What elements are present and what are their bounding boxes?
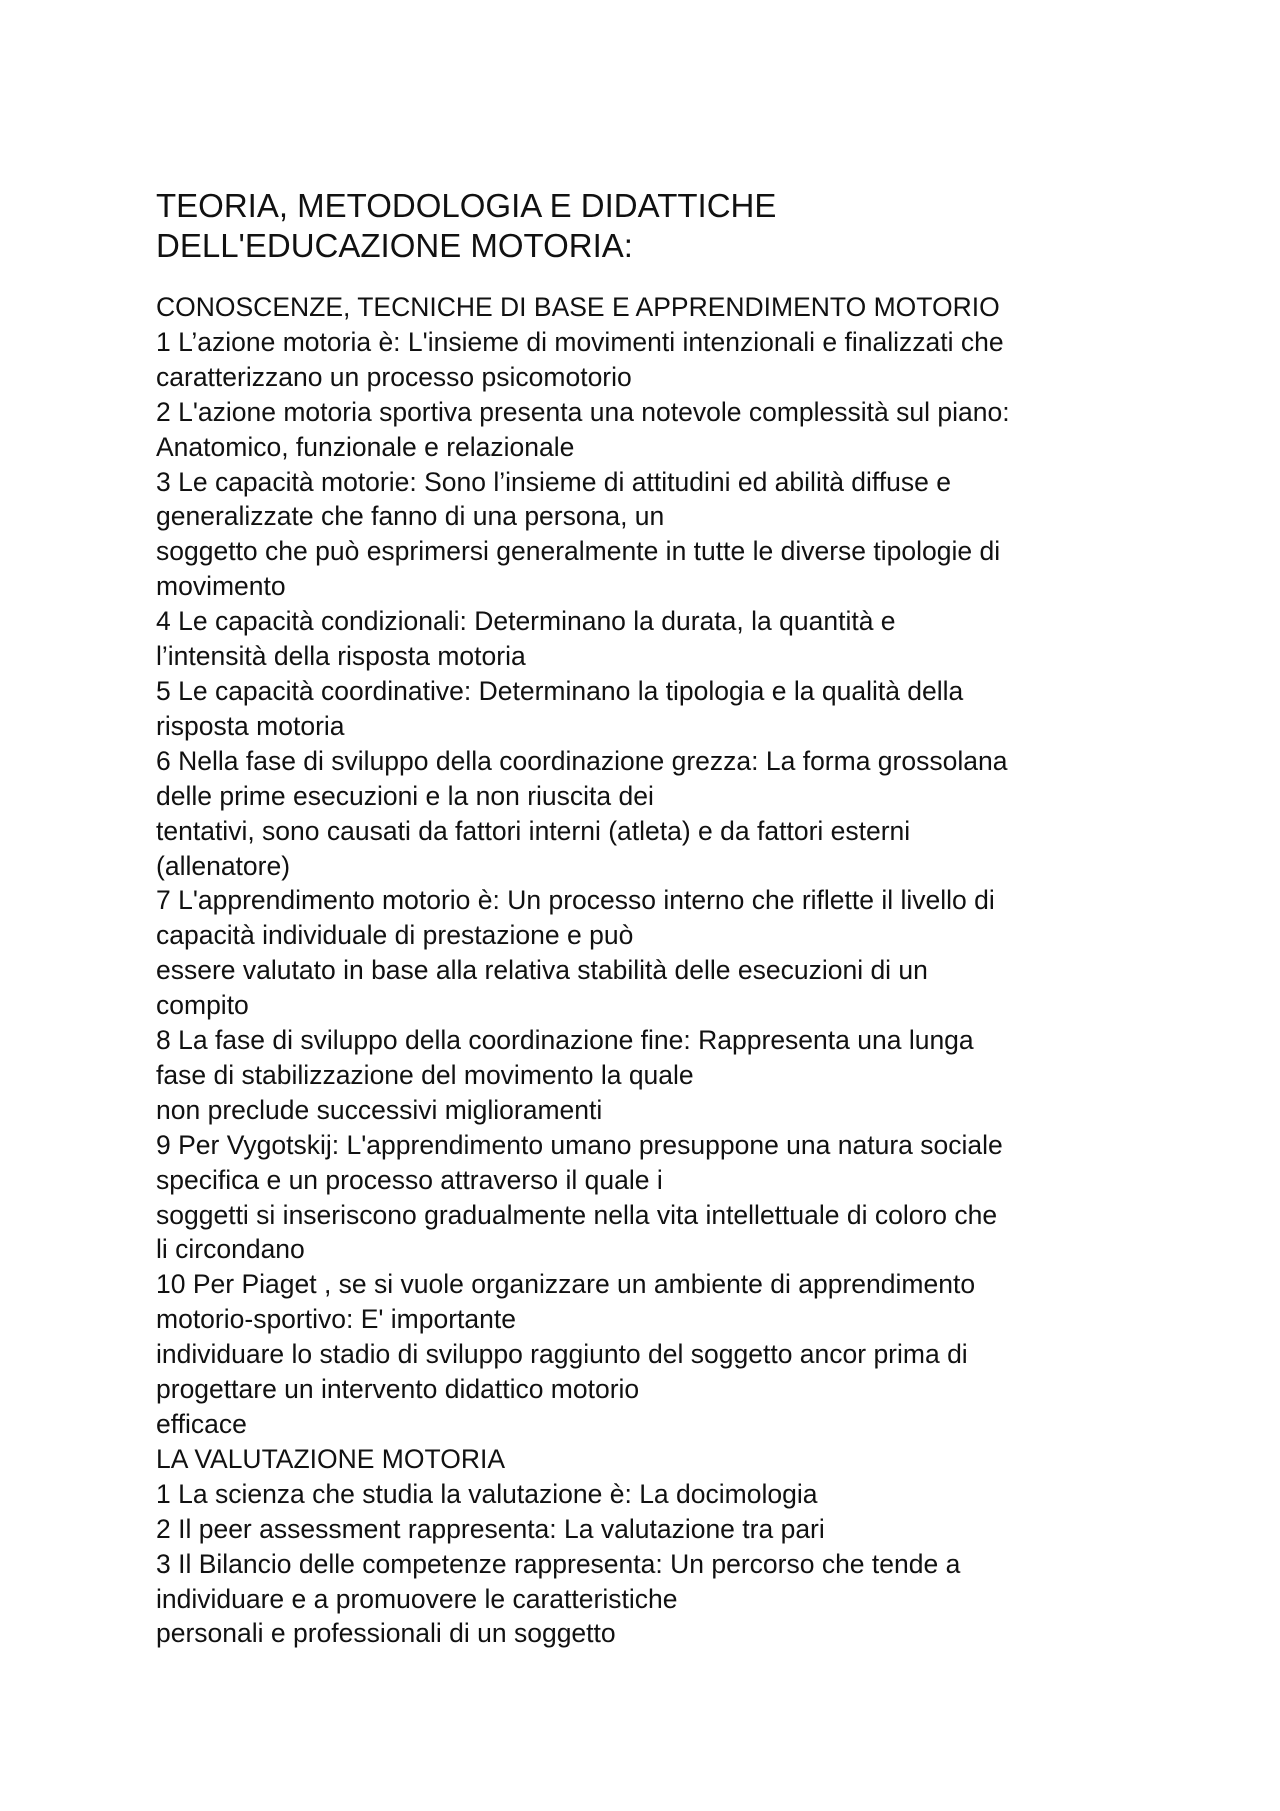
- text-line: motorio-sportivo: E' importante: [156, 1304, 517, 1335]
- text-line: essere valutato in base alla relativa stabilità delle esecuzioni di un: [156, 955, 928, 986]
- text-line: 3 Il Bilancio delle competenze rappresenta: Un percorso che tende a: [156, 1548, 961, 1579]
- text-line: 5 Le capacità coordinative: Determinano la tipologia e la qualità della: [156, 675, 964, 706]
- text-line: non preclude successivi miglioramenti: [156, 1094, 603, 1125]
- text-line: compito: [156, 990, 249, 1021]
- text-line: efficace: [156, 1409, 247, 1439]
- text-line: capacità individuale di prestazione e può: [156, 920, 634, 951]
- text-line: generalizzate che fanno di una persona, un: [156, 501, 665, 532]
- text-line: delle prime esecuzioni e la non riuscita dei: [156, 780, 654, 811]
- text-line: (allenatore): [156, 850, 291, 881]
- text-line: li circondano: [156, 1234, 305, 1265]
- text-line: individuare lo stadio di sviluppo raggiunto del soggetto ancor prima di: [156, 1339, 968, 1370]
- text-line: movimento: [156, 571, 286, 602]
- text-line: 1 L’azione motoria è: L'insieme di movimenti intenzionali e finalizzati che: [156, 326, 1004, 357]
- section-heading-valutazione: LA VALUTAZIONE MOTORIA: [156, 1443, 505, 1474]
- text-line: specifica e un processo attraverso il quale i: [156, 1164, 663, 1195]
- text-line: 1 La scienza che studia la valutazione è: La docimologia: [156, 1478, 818, 1509]
- text-line: tentativi, sono causati da fattori interni (atleta) e da fattori esterni: [156, 815, 911, 846]
- text-line: 3 Le capacità motorie: Sono l’insieme di attitudini ed abilità diffuse e: [156, 466, 951, 497]
- section-heading-conoscenze: CONOSCENZE, TECNICHE DI BASE E APPRENDIMENTO MOTORIO: [156, 292, 1000, 322]
- text-line: 9 Per Vygotskij: L'apprendimento umano presuppone una natura sociale: [156, 1129, 1003, 1160]
- document-page: [156, 186, 1156, 1651]
- text-line: 7 L'apprendimento motorio è: Un processo interno che riflette il livello di: [156, 885, 995, 916]
- text-line: caratterizzano un processo psicomotorio: [156, 361, 632, 392]
- text-line: l’intensità della risposta motoria: [156, 641, 526, 672]
- document-title: [156, 186, 1156, 266]
- text-line: risposta motoria: [156, 710, 345, 741]
- text-line: progettare un intervento didattico motorio: [156, 1374, 640, 1405]
- title-line-1: TEORIA, METODOLOGIA E DIDATTICHE: [156, 187, 777, 224]
- text-line: 2 Il peer assessment rappresenta: La valutazione tra pari: [156, 1513, 825, 1544]
- text-line: 2 L'azione motoria sportiva presenta una notevole complessità sul piano:: [156, 396, 1010, 427]
- text-line: 10 Per Piaget , se si vuole organizzare un ambiente di apprendimento: [156, 1269, 976, 1300]
- text-line: soggetto che può esprimersi generalmente in tutte le diverse tipologie di: [156, 536, 1001, 567]
- text-line: 8 La fase di sviluppo della coordinazione fine: Rappresenta una lunga: [156, 1025, 974, 1056]
- text-line: 6 Nella fase di sviluppo della coordinazione grezza: La forma grossolana: [156, 745, 1008, 776]
- text-line: individuare e a promuovere le caratteristiche: [156, 1583, 678, 1614]
- document-body: [156, 290, 1156, 1651]
- title-line-2: DELL'EDUCAZIONE MOTORIA:: [156, 227, 633, 264]
- text-line: fase di stabilizzazione del movimento la quale: [156, 1059, 694, 1090]
- text-line: 4 Le capacità condizionali: Determinano la durata, la quantità e: [156, 606, 896, 637]
- text-line: soggetti si inseriscono gradualmente nella vita intellettuale di coloro che: [156, 1199, 998, 1230]
- text-line: Anatomico, funzionale e relazionale: [156, 431, 575, 462]
- text-line: personali e professionali di un soggetto: [156, 1618, 616, 1649]
